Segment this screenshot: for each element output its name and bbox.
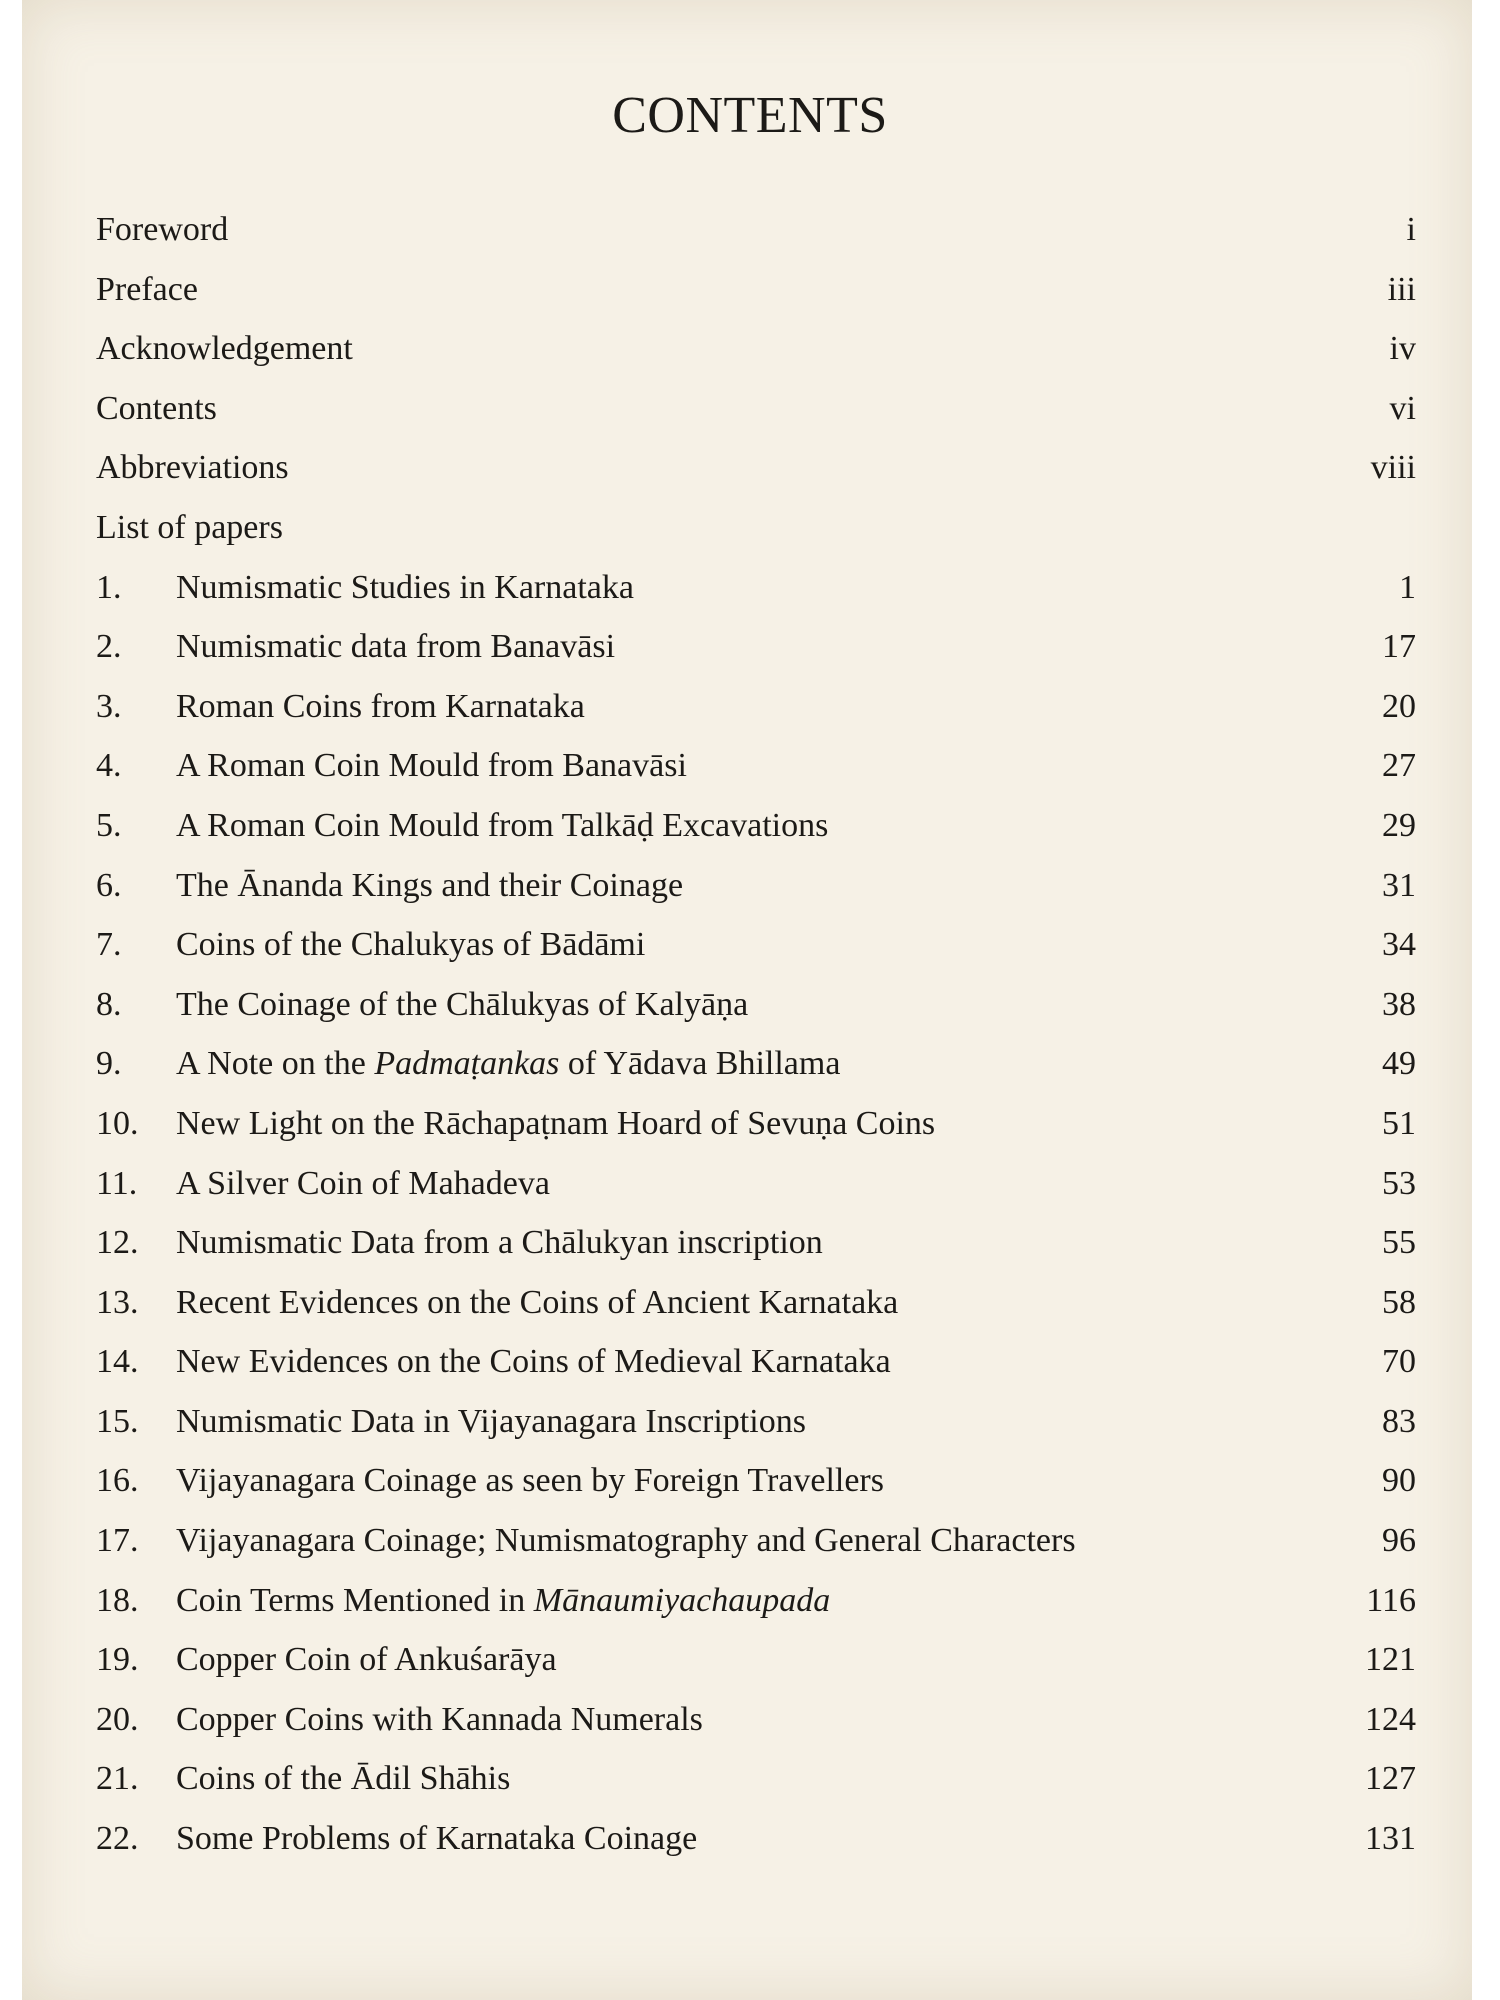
entry-title: Numismatic data from Banavāsi xyxy=(176,628,616,666)
toc-entry[interactable] xyxy=(96,796,1416,856)
toc-entry[interactable] xyxy=(96,1094,1416,1154)
entry-title-text: of Yādava Bhillama xyxy=(559,1045,841,1083)
entry-number: 4. xyxy=(96,747,122,785)
toc-entry[interactable] xyxy=(96,1213,1416,1273)
entry-number: 20. xyxy=(96,1700,139,1738)
entry-title: A Roman Coin Mould from Talkāḍ Excavations xyxy=(176,806,829,844)
toc-entry[interactable] xyxy=(96,1154,1416,1214)
toc-entry[interactable] xyxy=(96,975,1416,1035)
entry-page-number: 58 xyxy=(1382,1283,1416,1321)
entry-page-number: 70 xyxy=(1382,1343,1416,1381)
entry-title: Copper Coins with Kannada Numerals xyxy=(176,1700,703,1738)
entry-number: 16. xyxy=(96,1462,139,1500)
entry-page-number: i xyxy=(1406,211,1416,248)
entry-number: 7. xyxy=(96,926,122,964)
entry-number: 22. xyxy=(96,1820,139,1858)
entry-page-number: 127 xyxy=(1365,1760,1416,1798)
toc-entry[interactable] xyxy=(96,260,1416,320)
entry-page-number: 53 xyxy=(1382,1164,1416,1202)
entry-number: 11. xyxy=(96,1164,138,1202)
entry-page-number: viii xyxy=(1370,449,1416,487)
entry-title: The Coinage of the Chālukyas of Kalyāṇa xyxy=(176,985,749,1023)
toc-entry[interactable] xyxy=(96,617,1416,677)
entry-number: 9. xyxy=(96,1045,122,1083)
entry-title: Coins of the Chalukyas of Bādāmi xyxy=(176,926,646,964)
toc-entry[interactable] xyxy=(96,1690,1416,1750)
entry-number: 17. xyxy=(96,1522,139,1560)
entry-page-number: 116 xyxy=(1366,1581,1416,1619)
entry-page-number: 1 xyxy=(1399,568,1416,606)
entry-page-number: 49 xyxy=(1382,1045,1416,1083)
entry-number: 14. xyxy=(96,1343,139,1381)
entry-title: Vijayanagara Coinage; Numismatography and General Characters xyxy=(176,1522,1076,1560)
entry-title: New Light on the Rāchapaṭnam Hoard of Sevuṇa Coins xyxy=(176,1104,936,1142)
entry-title: Copper Coin of Ankuśarāya xyxy=(176,1641,557,1679)
entry-page-number: 27 xyxy=(1382,747,1416,785)
entry-page-number: iv xyxy=(1389,330,1416,368)
entry-number: 15. xyxy=(96,1402,139,1440)
entry-number: 21. xyxy=(96,1760,139,1798)
toc-entry[interactable] xyxy=(96,379,1416,439)
entry-page-number: 34 xyxy=(1382,926,1416,964)
entry-title: A Silver Coin of Mahadeva xyxy=(176,1164,550,1202)
entry-number: 19. xyxy=(96,1641,139,1679)
entry-title: A Roman Coin Mould from Banavāsi xyxy=(176,747,687,785)
toc-entry[interactable] xyxy=(96,1630,1416,1690)
entry-number: 3. xyxy=(96,687,122,725)
entry-number: 2. xyxy=(96,628,122,666)
toc-entry[interactable] xyxy=(96,498,1416,558)
toc-entry[interactable] xyxy=(96,736,1416,796)
entry-page-number: 20 xyxy=(1382,687,1416,725)
entry-page-number: iii xyxy=(1387,270,1416,308)
entry-page-number: 96 xyxy=(1382,1522,1416,1560)
toc-entry[interactable] xyxy=(96,1571,1416,1631)
entry-page-number: 83 xyxy=(1382,1402,1416,1440)
entry-title xyxy=(176,1034,840,1094)
toc-entry[interactable] xyxy=(96,1809,1416,1869)
entry-title: Some Problems of Karnataka Coinage xyxy=(176,1820,698,1858)
entry-page-number: 17 xyxy=(1382,628,1416,666)
toc-entry[interactable] xyxy=(96,677,1416,737)
entry-title: Vijayanagara Coinage as seen by Foreign Travellers xyxy=(176,1462,884,1500)
entry-number: 1. xyxy=(96,568,122,606)
toc-entry[interactable] xyxy=(96,1332,1416,1392)
papers-list xyxy=(96,558,1416,1869)
entry-title: Coins of the Ādil Shāhis xyxy=(176,1760,511,1798)
entry-title: Roman Coins from Karnataka xyxy=(176,687,585,725)
toc-entry[interactable] xyxy=(96,1511,1416,1571)
toc-entry[interactable] xyxy=(96,1034,1416,1094)
entry-title: Numismatic Data in Vijayanagara Inscriptions xyxy=(176,1402,806,1440)
entry-number: 12. xyxy=(96,1224,139,1262)
entry-page-number: 38 xyxy=(1382,985,1416,1023)
toc-entry[interactable] xyxy=(96,438,1416,498)
entry-number: 8. xyxy=(96,985,122,1023)
table-of-contents xyxy=(96,200,1416,1869)
entry-title-text: Coin Terms Mentioned in xyxy=(176,1581,534,1619)
entry-title-italic: Padmaṭankas xyxy=(374,1045,560,1083)
entry-number: 6. xyxy=(96,866,122,904)
toc-entry[interactable] xyxy=(96,1451,1416,1511)
entry-title-text: A Note on the xyxy=(176,1045,375,1083)
entry-title: Numismatic Data from a Chālukyan inscription xyxy=(176,1224,823,1262)
toc-entry[interactable] xyxy=(96,1749,1416,1809)
entry-number: 13. xyxy=(96,1283,139,1321)
entry-page-number: 90 xyxy=(1382,1462,1416,1500)
entry-title xyxy=(176,1571,830,1631)
entry-number: 18. xyxy=(96,1581,139,1619)
entry-page-number: 29 xyxy=(1382,806,1416,844)
entry-title: Acknowledgement xyxy=(96,330,353,368)
entry-title: Preface xyxy=(96,270,198,308)
toc-entry[interactable] xyxy=(96,1273,1416,1333)
toc-entry[interactable] xyxy=(96,200,1416,260)
entry-title: New Evidences on the Coins of Medieval Karnataka xyxy=(176,1343,891,1381)
entry-number: 5. xyxy=(96,806,122,844)
entry-title: Foreword xyxy=(96,211,229,248)
entry-title: Abbreviations xyxy=(96,449,289,487)
toc-entry[interactable] xyxy=(96,319,1416,379)
entry-title: Recent Evidences on the Coins of Ancient Karnataka xyxy=(176,1283,899,1321)
entry-page-number: vi xyxy=(1389,389,1416,427)
toc-entry[interactable] xyxy=(96,1392,1416,1452)
toc-entry[interactable] xyxy=(96,915,1416,975)
entry-title: Numismatic Studies in Karnataka xyxy=(176,568,634,606)
entry-title: The Ānanda Kings and their Coinage xyxy=(176,866,684,904)
entry-page-number: 121 xyxy=(1365,1641,1416,1679)
entry-page-number: 51 xyxy=(1382,1104,1416,1142)
entry-page-number: 31 xyxy=(1382,866,1416,904)
front-matter-list xyxy=(96,200,1416,558)
entry-page-number: 124 xyxy=(1365,1700,1416,1738)
page-title: CONTENTS xyxy=(612,87,888,144)
toc-entry[interactable] xyxy=(96,558,1416,618)
entry-page-number: 55 xyxy=(1382,1224,1416,1262)
toc-entry[interactable] xyxy=(96,856,1416,916)
entry-title: List of papers xyxy=(96,508,283,546)
entry-title-italic: Mānaumiyachaupada xyxy=(533,1581,831,1619)
entry-title: Contents xyxy=(96,389,217,427)
entry-number: 10. xyxy=(96,1104,139,1142)
entry-page-number: 131 xyxy=(1365,1820,1416,1858)
